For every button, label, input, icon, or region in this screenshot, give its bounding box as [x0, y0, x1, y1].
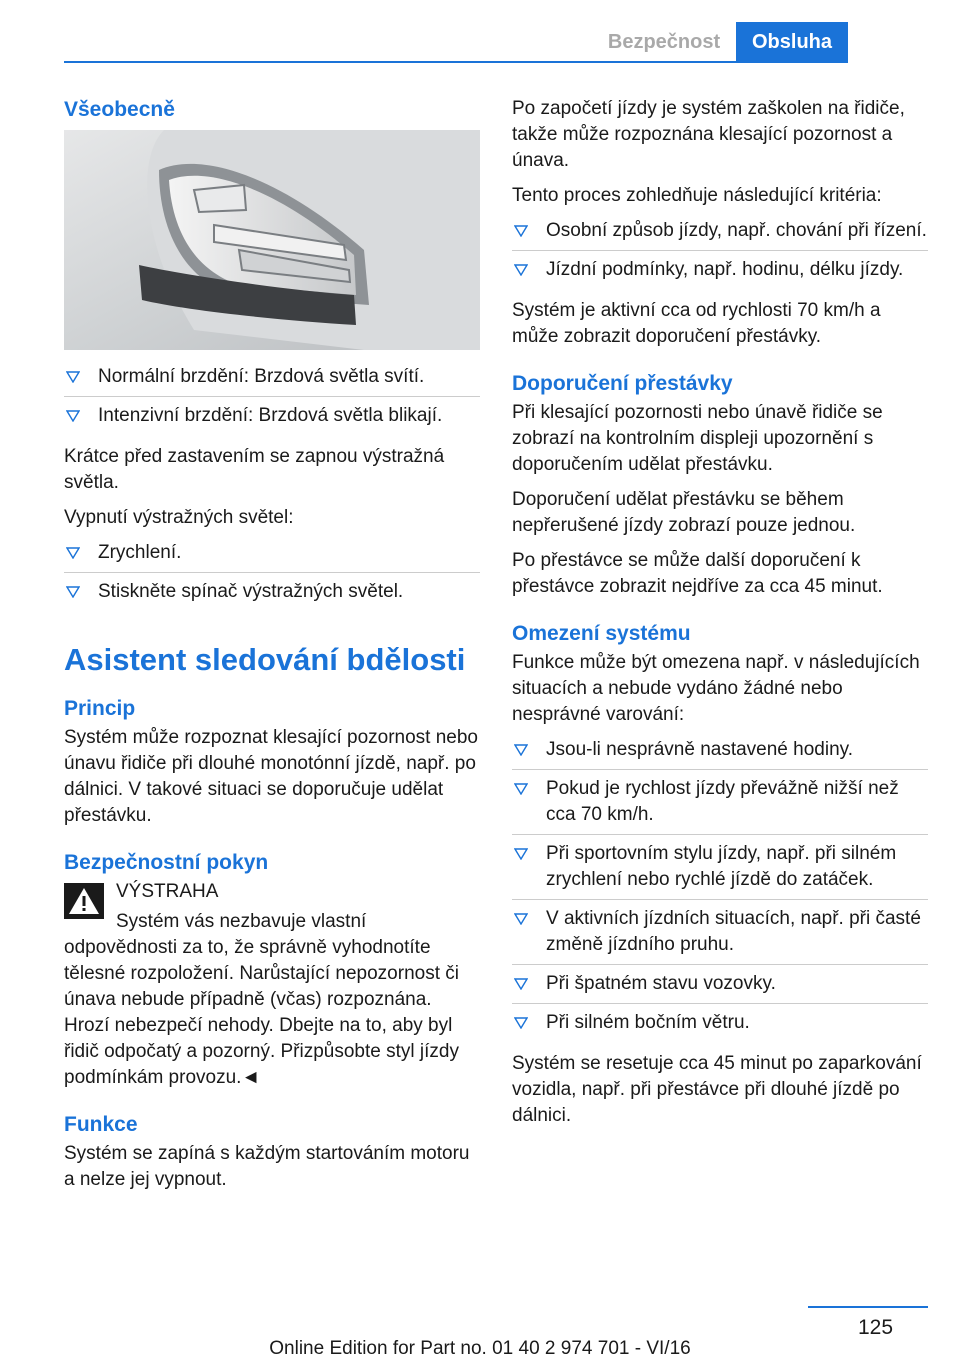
- paragraph-active-speed: Systém je aktivní cca od rychlosti 70 km/h a může zobrazit doporučení přestávky.: [512, 300, 881, 347]
- list-item-text: Jízdní podmínky, např. hodinu, délku jízdy.: [546, 259, 904, 280]
- triangle-bullet-icon: [66, 371, 80, 383]
- list-item-text: Zrychlení.: [98, 542, 182, 563]
- page-number: 125: [858, 1316, 894, 1339]
- list-item-text: Pokud je rychlost jízdy převážně nižší než cca 70 km/h.: [546, 778, 899, 825]
- heading-general: Všeobecně: [64, 98, 175, 121]
- hazard-off-list: [64, 540, 480, 611]
- tab-section-operation: Obsluha: [736, 22, 848, 62]
- paragraph-break-once: Doporučení udělat přestávku se během nepřerušené jízdy zobrazí pouze jednou.: [512, 489, 856, 536]
- paragraph-break-interval: Po přestávce se může další doporučení k přestávce zobrazit nejdříve za cca 45 minut.: [512, 550, 883, 597]
- paragraph-reset: Systém se resetuje cca 45 minut po zaparkování vozidla, např. při přestávce při dlouhé jízdě po dálnici.: [512, 1053, 922, 1126]
- list-item-text: Jsou-li nesprávně nastavené hodiny.: [546, 739, 854, 760]
- brake-list: [64, 364, 480, 435]
- paragraph-function: Systém se zapíná s každým startováním motoru a nelze jej vypnout.: [64, 1143, 470, 1190]
- list-item: [512, 737, 928, 770]
- triangle-bullet-icon: [514, 783, 528, 795]
- triangle-bullet-icon: [514, 848, 528, 860]
- list-item: [512, 906, 928, 965]
- right-column: [512, 96, 928, 1138]
- triangle-bullet-icon: [514, 744, 528, 756]
- list-item: [512, 257, 928, 289]
- list-item: [512, 218, 928, 251]
- footer-rule: [808, 1306, 928, 1308]
- list-item: [512, 1010, 928, 1042]
- criteria-list: [512, 218, 928, 289]
- triangle-bullet-icon: [514, 1017, 528, 1029]
- warning-icon: [64, 883, 104, 919]
- list-item-text: Osobní způsob jízdy, např. chování při řízení.: [546, 220, 927, 241]
- paragraph-limits-intro: Funkce může být omezena např. v následujících situacích a nebude vydáno žádné nebo nesprávné varování:: [512, 652, 920, 725]
- triangle-bullet-icon: [66, 586, 80, 598]
- list-item-text: Stiskněte spínač výstražných světel.: [98, 581, 404, 602]
- header-rule: [64, 61, 848, 63]
- list-item-text: V aktivních jízdních situacích, např. při časté změně jízdního pruhu.: [546, 908, 921, 955]
- list-item-text: Intenzivní brzdění: Brzdová světla blikají.: [98, 405, 443, 426]
- heading-principle: Princip: [64, 697, 136, 720]
- paragraph-hazard-lights-on: Krátce před zastavením se zapnou výstražná světla.: [64, 446, 445, 493]
- triangle-bullet-icon: [514, 264, 528, 276]
- footer-edition: Online Edition for Part no. 01 40 2 974 701 - VI/16: [269, 1338, 691, 1359]
- section-title-attention-assistant: Asistent sledování bdělosti: [64, 642, 466, 677]
- paragraph-principle: Systém může rozpoznat klesající pozornost nebo únavu řidiče při dlouhé monotónní jízdě, např. po dálnici. V takové situaci se doporučuje udělat přestávku.: [64, 727, 478, 826]
- list-item-text: Při sportovním stylu jízdy, např. při silném zrychlení nebo rychlé jízdě do zatáček.: [546, 843, 897, 890]
- list-item-text: Při silném bočním větru.: [546, 1012, 750, 1033]
- warning-text: Systém vás nezbavuje vlastní odpovědnosti za to, že správně vyhodnotíte tělesné rozpoložení. Narůstající nepozornost či únava nebude případně (včas) rozpoznána. Hrozí nebezpečí nehody. Dbejte na to, aby byl řidič odpočatý a pozorný. Přizpůsobte styl jízdy podmínkám provozu.◄: [64, 911, 459, 1088]
- list-item: [64, 364, 480, 397]
- warning-box: [64, 879, 480, 1091]
- triangle-bullet-icon: [66, 547, 80, 559]
- heading-system-limits: Omezení systému: [512, 622, 691, 645]
- triangle-bullet-icon: [66, 410, 80, 422]
- list-item: [512, 776, 928, 835]
- list-item: [64, 579, 480, 611]
- paragraph-criteria-intro: Tento proces zohledňuje následující kritéria:: [512, 185, 882, 206]
- list-item: [512, 841, 928, 900]
- list-item-text: Normální brzdění: Brzdová světla svítí.: [98, 366, 425, 387]
- limits-list: [512, 737, 928, 1042]
- triangle-bullet-icon: [514, 913, 528, 925]
- triangle-bullet-icon: [514, 225, 528, 237]
- list-item-text: Při špatném stavu vozovky.: [546, 973, 776, 994]
- list-item: [64, 540, 480, 573]
- warning-title: VÝSTRAHA: [116, 881, 219, 902]
- list-item: [64, 403, 480, 435]
- brake-light-image: [64, 130, 480, 350]
- tab-section-safety: Bezpečnost: [607, 30, 721, 53]
- left-column: [64, 96, 480, 1202]
- page-header: [0, 0, 960, 62]
- paragraph-hazard-lights-off: Vypnutí výstražných světel:: [64, 507, 294, 528]
- triangle-bullet-icon: [514, 978, 528, 990]
- heading-break-recommendation: Doporučení přestávky: [512, 372, 733, 395]
- heading-function: Funkce: [64, 1113, 138, 1136]
- list-item: [512, 971, 928, 1004]
- heading-safety-note: Bezpečnostní pokyn: [64, 851, 269, 874]
- paragraph-learning: Po započetí jízdy je systém zaškolen na řidiče, takže může rozpoznána klesající pozornost a únava.: [512, 98, 905, 171]
- paragraph-break-notice: Při klesající pozornosti nebo únavě řidiče se zobrazí na kontrolním displeji upozornění s doporučením udělat přestávku.: [512, 402, 883, 475]
